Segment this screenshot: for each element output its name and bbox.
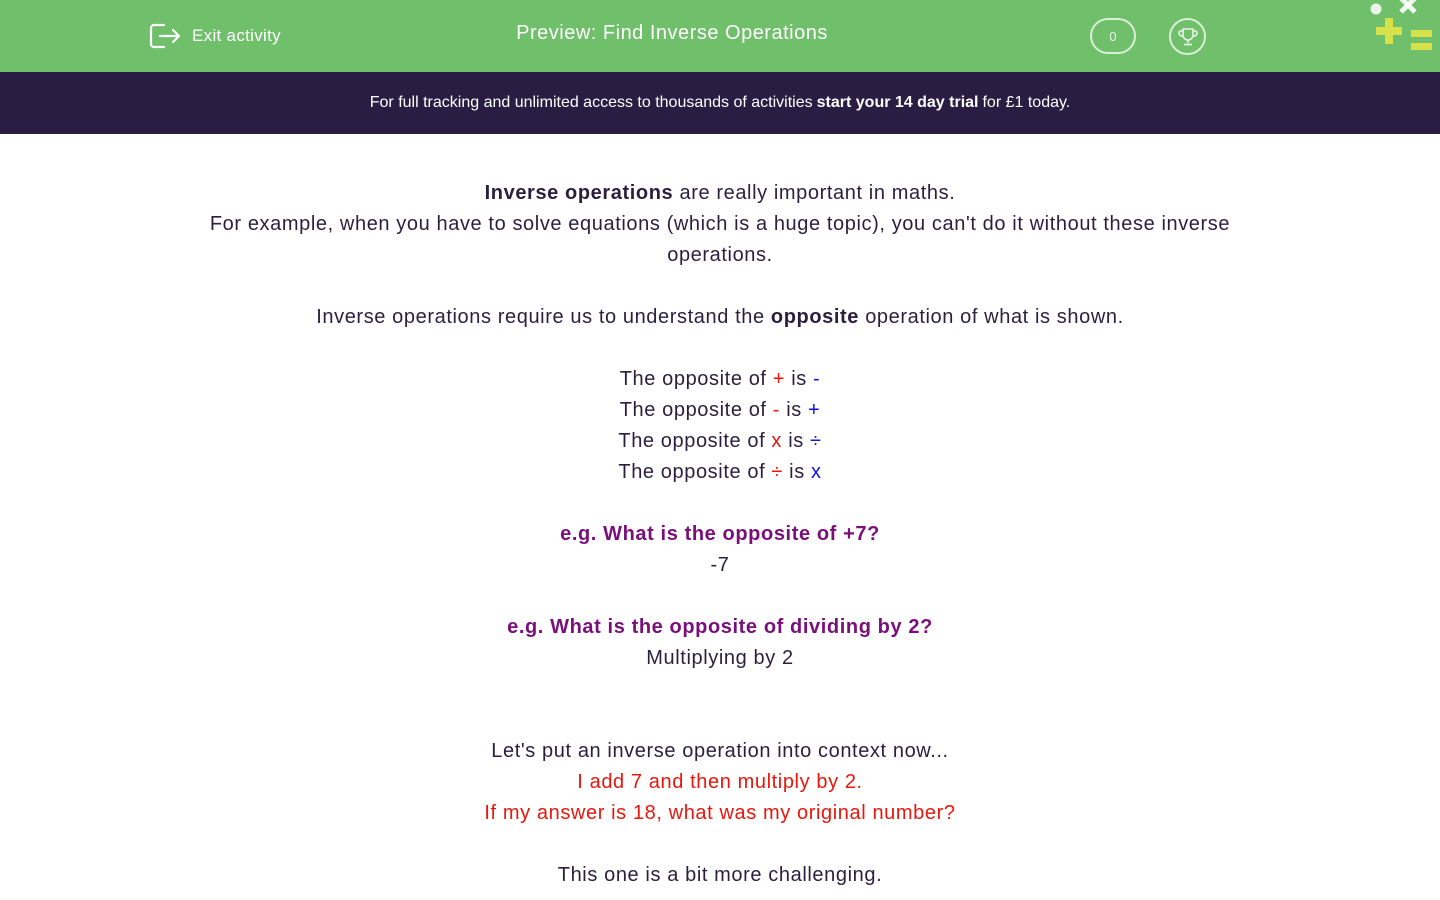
opposite-row <box>200 457 1240 488</box>
example-answer: Multiplying by 2 <box>646 647 794 669</box>
page-title: Preview: Find Inverse Operations <box>516 22 828 44</box>
score-counter: 0 <box>1090 18 1136 54</box>
exit-activity-label: Exit activity <box>192 26 281 45</box>
opposite-prefix: The opposite of <box>619 399 767 421</box>
opposite-prefix: The opposite of <box>619 368 767 390</box>
intro-line-2: For example, when you have to solve equations (which is a huge topic), you can't do it without these inverse operations. <box>209 213 1231 266</box>
opposite-is: is <box>786 399 802 421</box>
opposite-row <box>200 395 1240 426</box>
example-question: e.g. What is the opposite of +7? <box>560 523 880 545</box>
start-trial-link[interactable]: start your 14 day trial <box>816 94 979 111</box>
example-answer: -7 <box>710 554 730 576</box>
context-intro: Let's put an inverse operation into context now... <box>491 740 949 762</box>
context-line-2: If my answer is 18, what was my original number? <box>484 802 956 824</box>
operation-symbol: x <box>771 430 783 452</box>
operation-symbol: - <box>772 399 781 421</box>
opposite-intro-after: operation of what is shown. <box>865 306 1124 328</box>
opposite-is: is <box>788 430 804 452</box>
inverse-symbol: + <box>808 399 821 421</box>
opposite-row <box>200 364 1240 395</box>
trophy-icon <box>1176 25 1200 49</box>
brand-logo <box>1368 0 1440 56</box>
challenge-line-1: This one is a bit more challenging. <box>557 864 883 886</box>
opposite-prefix: The opposite of <box>618 430 766 452</box>
example-question: e.g. What is the opposite of dividing by 2? <box>507 616 933 638</box>
trophy-button[interactable] <box>1169 18 1206 55</box>
intro-rest: are really important in maths. <box>679 182 956 204</box>
operation-symbol: ÷ <box>771 461 783 483</box>
lesson-content <box>200 178 1240 891</box>
opposite-intro-before: Inverse operations require us to understand the <box>316 306 765 328</box>
top-bar <box>0 0 1440 72</box>
opposite-intro-bold: opposite <box>770 306 860 328</box>
opposite-row <box>200 426 1240 457</box>
context-line-1: I add 7 and then multiply by 2. <box>577 771 863 793</box>
intro-bold: Inverse operations <box>484 182 674 204</box>
banner-text-before: For full tracking and unlimited access to thousands of activities <box>369 94 813 111</box>
intro-line-1 <box>200 178 1240 209</box>
banner-text-after: for £1 today. <box>982 94 1071 111</box>
opposite-prefix: The opposite of <box>618 461 766 483</box>
inverse-symbol: - <box>813 368 821 390</box>
trial-banner <box>0 72 1440 134</box>
opposite-intro <box>200 302 1240 333</box>
operation-symbol: + <box>772 368 786 390</box>
opposite-is: is <box>791 368 807 390</box>
opposite-is: is <box>789 461 805 483</box>
inverse-symbol: x <box>811 461 822 483</box>
inverse-symbol: ÷ <box>810 430 822 452</box>
